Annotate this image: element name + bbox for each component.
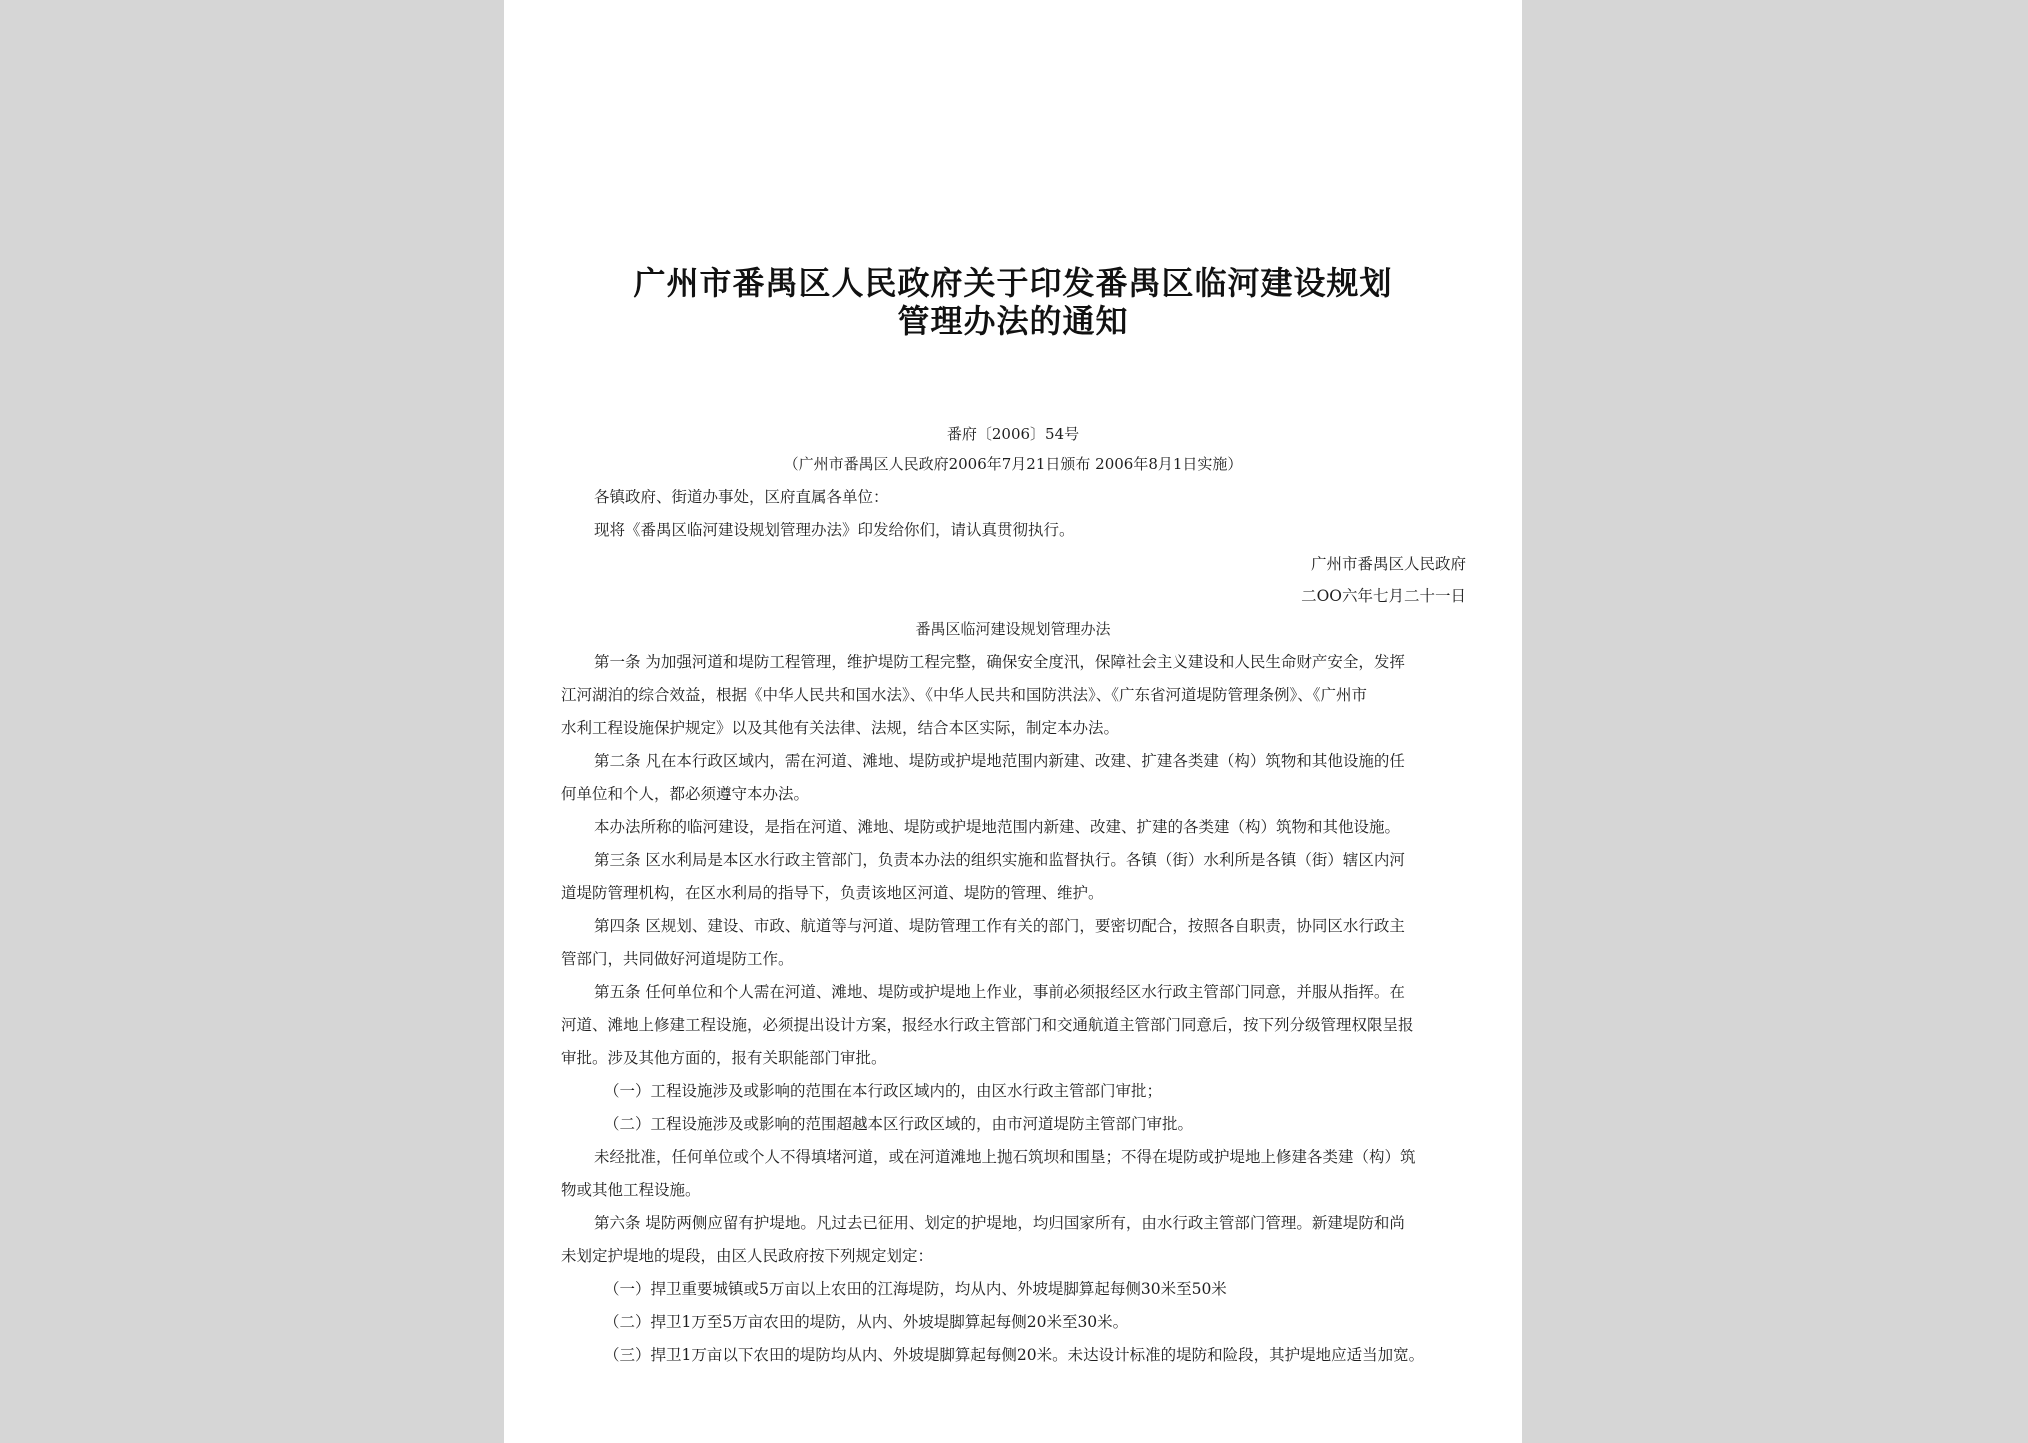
signature-org: 广州市番禺区人民政府 (1310, 555, 1466, 573)
body-line: （二）工程设施涉及或影响的范围超越本区行政区域的，由市河道堤防主管部门审批。 (604, 1115, 1194, 1133)
body-line: 何单位和个人，都必须遵守本办法。 (561, 785, 810, 803)
issue-note: （广州市番禺区人民政府2006年7月21日颁布 2006年8月1日实施） (783, 455, 1243, 473)
body-line: 江河湖泊的综合效益，根据《中华人民共和国水法》、《中华人民共和国防洪法》、《广东省河道堤防管理条例》、《广州市 (561, 686, 1368, 704)
measures-title: 番禺区临河建设规划管理办法 (915, 620, 1111, 638)
body-line: 道堤防管理机构，在区水利局的指导下，负责该地区河道、堤防的管理、维护。 (561, 884, 1104, 902)
body-line: 水利工程设施保护规定》以及其他有关法律、法规，结合本区实际，制定本办法。 (561, 719, 1120, 737)
body-line: 第五条 任何单位和个人需在河道、滩地、堤防或护堤地上作业，事前必须报经区水行政主管部门同意，并服从指挥。在 (594, 983, 1405, 1001)
body-line: 第二条 凡在本行政区域内，需在河道、滩地、堤防或护堤地范围内新建、改建、扩建各类建（构）筑物和其他设施的任 (594, 752, 1405, 770)
body-line: 审批。涉及其他方面的，报有关职能部门审批。 (561, 1049, 887, 1067)
body-line: （二）捍卫1万至5万亩农田的堤防，从内、外坡堤脚算起每侧20米至30米。 (604, 1313, 1129, 1331)
body-line: 物或其他工程设施。 (561, 1181, 701, 1199)
addressee: 各镇政府、街道办事处，区府直属各单位： (594, 488, 889, 506)
body-line: 第三条 区水利局是本区水行政主管部门，负责本办法的组织实施和监督执行。各镇（街）水利所是各镇（街）辖区内河 (594, 851, 1405, 869)
body-line: 河道、滩地上修建工程设施，必须提出设计方案，报经水行政主管部门和交通航道主管部门同意后，按下列分级管理权限呈报 (561, 1016, 1414, 1034)
signature-date: 二OO六年七月二十一日 (1301, 587, 1466, 605)
document-number: 番府〔2006〕54号 (946, 425, 1080, 443)
body-line: 第六条 堤防两侧应留有护堤地。凡过去已征用、划定的护堤地，均归国家所有，由水行政主管部门管理。新建堤防和尚 (594, 1214, 1405, 1232)
body-line: 第一条 为加强河道和堤防工程管理，维护堤防工程完整，确保安全度汛，保障社会主义建设和人民生命财产安全，发挥 (594, 653, 1405, 671)
body-line: 未经批准，任何单位或个人不得填堵河道，或在河道滩地上抛石筑坝和围垦；不得在堤防或护堤地上修建各类建（构）筑 (594, 1148, 1416, 1166)
body-line: （一）工程设施涉及或影响的范围在本行政区域内的，由区水行政主管部门审批； (604, 1082, 1163, 1100)
body-line: 未划定护堤地的堤段，由区人民政府按下列规定划定： (561, 1247, 934, 1265)
body-line: 管部门，共同做好河道堤防工作。 (561, 950, 794, 968)
body-line: 第四条 区规划、建设、市政、航道等与河道、堤防管理工作有关的部门，要密切配合，按照各自职责，协同区水行政主 (594, 917, 1405, 935)
body-line: 本办法所称的临河建设，是指在河道、滩地、堤防或护堤地范围内新建、改建、扩建的各类建（构）筑物和其他设施。 (594, 818, 1401, 836)
document-page (504, 0, 1522, 1443)
document-title-line-2: 管理办法的通知 (897, 302, 1129, 340)
notice-text: 现将《番禺区临河建设规划管理办法》印发给你们，请认真贯彻执行。 (594, 521, 1075, 539)
body-line: （三）捍卫1万亩以下农田的堤防均从内、外坡堤脚算起每侧20米。未达设计标准的堤防和险段，其护堤地应适当加宽。 (604, 1346, 1425, 1364)
body-line: （一）捍卫重要城镇或5万亩以上农田的江海堤防，均从内、外坡堤脚算起每侧30米至50米 (604, 1280, 1227, 1298)
document-title-line-1: 广州市番禺区人民政府关于印发番禺区临河建设规划 (633, 264, 1393, 302)
